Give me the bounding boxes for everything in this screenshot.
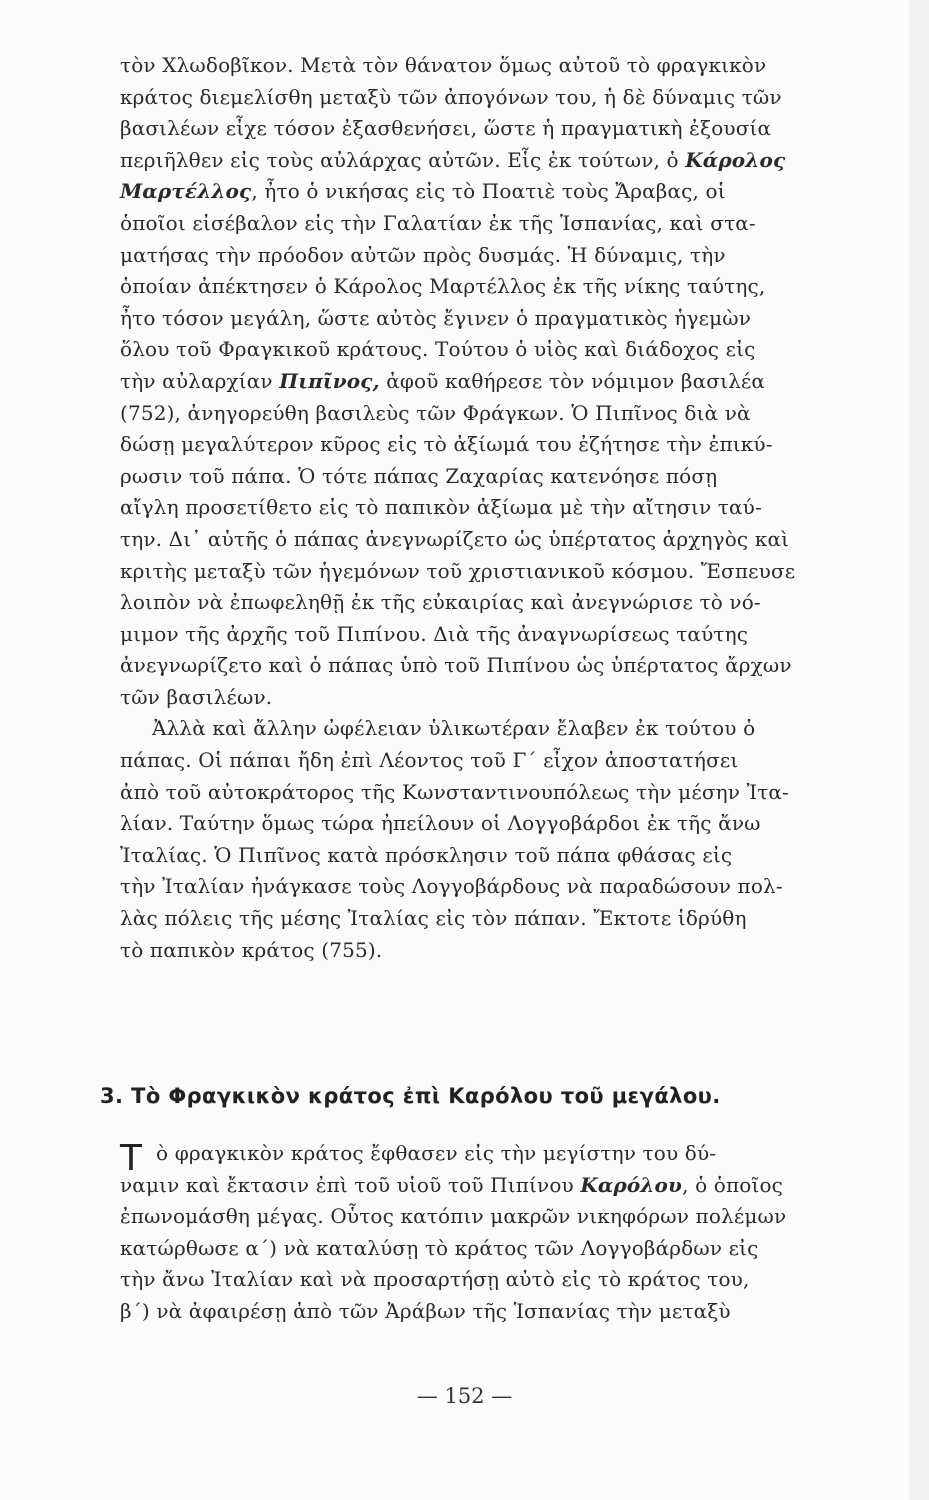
- text-line: [120, 650, 836, 682]
- text-line: [120, 903, 836, 935]
- text-run: ὁποίαν ἀπέκτησεν ὁ Κάρολος Μαρτέλλος ἐκ τῆς νίκης ταύτης,: [120, 274, 766, 299]
- text-line: [120, 1201, 836, 1233]
- text-line: [120, 777, 836, 809]
- paragraph-block-2: [120, 1138, 836, 1328]
- text-run: , ἦτο ὁ νικήσας εἰς τὸ Ποατιὲ τοὺς Ἄραβας, οἱ: [251, 179, 726, 204]
- drop-cap: Τ: [120, 1138, 142, 1179]
- page-number: — 152 —: [416, 1384, 513, 1408]
- text-line: [120, 1170, 836, 1202]
- text-run: μιμον τῆς ἀρχῆς τοῦ Πιπίνου. Διὰ τῆς ἀναγνωρίσεως ταύτης: [120, 621, 749, 646]
- emphasized-name: Μαρτέλλος: [120, 179, 252, 204]
- text-line: [120, 524, 836, 556]
- emphasized-name: Πιπῖνος,: [279, 368, 380, 393]
- text-run: ὅλου τοῦ Φραγκικοῦ κράτους. Τούτου ὁ υἱὸς καὶ διάδοχος εἰς: [120, 337, 756, 362]
- text-run: δώσῃ μεγαλύτερον κῦρος εἰς τὸ ἀξίωμά του ἐζήτησε τὴν ἐπικύ-: [120, 432, 773, 457]
- text-run: τὴν αὐλαρχίαν: [120, 368, 280, 393]
- text-line: [120, 1233, 836, 1265]
- text-run: Ἀλλὰ καὶ ἄλλην ὠφέλειαν ὑλικωτέραν ἔλαβεν ἐκ τούτου ὁ: [152, 716, 756, 741]
- text-run: ἐπωνομάσθη μέγας. Οὗτος κατόπιν μακρῶν νικηφόρων πολέμων: [120, 1204, 787, 1229]
- text-run: (752), ἀνηγορεύθη βασιλεὺς τῶν Φράγκων. Ὁ Πιπῖνος διὰ νὰ: [120, 400, 751, 425]
- section-heading: 3. Τὸ Φραγκικὸν κράτος ἐπὶ Καρόλου τοῦ μεγάλου.: [100, 1084, 721, 1108]
- text-run: ρωσιν τοῦ πάπα. Ὁ τότε πάπας Ζαχαρίας κατενόησε πόσῃ: [120, 463, 718, 488]
- text-run: ματήσας τὴν πρόοδον αὐτῶν πρὸς δυσμάς. Ἡ δύναμις, τὴν: [120, 242, 726, 267]
- paragraph-3: [120, 1138, 836, 1328]
- paragraph-2: [120, 713, 836, 966]
- text-run: ὁποῖοι εἰσέβαλον εἰς τὴν Γαλατίαν ἐκ τῆς Ἱσπανίας, καὶ στα-: [120, 210, 756, 235]
- text-line: [120, 808, 836, 840]
- text-line: [120, 1264, 836, 1296]
- text-run: ναμιν καὶ ἔκτασιν ἐπὶ τοῦ υἱοῦ τοῦ Πιπίνου: [120, 1172, 581, 1197]
- text-run: πάπας. Οἱ πάπαι ἤδη ἐπὶ Λέοντος τοῦ Γ΄ εἶχον ἀποστατήσει: [120, 748, 739, 773]
- text-line: [120, 1138, 836, 1170]
- text-line: [120, 271, 836, 303]
- text-run: ὸ φραγκικὸν κράτος ἔφθασεν εἰς τὴν μεγίστην του δύ-: [156, 1141, 717, 1165]
- paragraph-block-1: [120, 50, 836, 966]
- paragraph-1: [120, 50, 836, 713]
- emphasized-name: Κάρολος: [685, 147, 786, 172]
- text-run: ἦτο τόσον μεγάλη, ὥστε αὐτὸς ἔγινεν ὁ πραγματικὸς ἡγεμὼν: [120, 305, 752, 330]
- text-run: , ὁ ὁποῖος: [682, 1172, 784, 1197]
- text-run: ἀπὸ τοῦ αὐτοκράτορος τῆς Κωνσταντινουπόλεως τὴν μέσην Ἰτα-: [120, 779, 789, 804]
- text-run: κριτὴς μεταξὺ τῶν ἡγεμόνων τοῦ χριστιανικοῦ κόσμου. Ἔσπευσε: [120, 558, 796, 583]
- page-edge: [909, 0, 929, 1500]
- text-run: Ἰταλίας. Ὁ Πιπῖνος κατὰ πρόσκλησιν τοῦ πάπα φθάσας εἰς: [120, 842, 733, 867]
- text-line: [120, 113, 836, 145]
- text-line: [120, 176, 836, 208]
- text-line: [120, 492, 836, 524]
- text-run: τῶν βασιλέων.: [120, 684, 273, 709]
- emphasized-name: Καρόλου: [580, 1172, 683, 1197]
- text-line: [120, 50, 836, 82]
- text-run: λὰς πόλεις τῆς μέσης Ἰταλίας εἰς τὸν πάπαν. Ἔκτοτε ἱδρύθη: [120, 906, 747, 931]
- text-line: [120, 366, 836, 398]
- text-line: [120, 556, 836, 588]
- text-run: τὸ παπικὸν κράτος (755).: [120, 937, 383, 962]
- text-line: [120, 82, 836, 114]
- text-line: [120, 619, 836, 651]
- text-line: [120, 1296, 836, 1328]
- text-run: κράτος διεμελίσθη μεταξὺ τῶν ἀπογόνων του, ἡ δὲ δύναμις τῶν: [120, 84, 782, 109]
- text-line: [120, 334, 836, 366]
- text-run: περιῆλθεν εἰς τοὺς αὐλάρχας αὐτῶν. Εἷς ἐκ τούτων, ὁ: [120, 147, 686, 172]
- text-run: αἴγλη προσετίθετο εἰς τὸ παπικὸν ἀξίωμα μὲ τὴν αἴτησιν ταύ-: [120, 495, 762, 520]
- text-line: [120, 240, 836, 272]
- text-line: [120, 745, 836, 777]
- text-run: βασιλέων εἶχε τόσον ἐξασθενήσει, ὥστε ἡ πραγματικὴ ἐξουσία: [120, 116, 772, 141]
- text-line: [120, 429, 836, 461]
- text-run: τὴν Ἰταλίαν ἠνάγκασε τοὺς Λογγοβάρδους νὰ παραδώσουν πολ-: [120, 874, 783, 899]
- text-run: λοιπὸν νὰ ἐπωφεληθῇ ἐκ τῆς εὐκαιρίας καὶ ἀνεγνώρισε τὸ νό-: [120, 590, 761, 615]
- text-run: τὴν ἄνω Ἰταλίαν καὶ νὰ προσαρτήσῃ αὐτὸ εἰς τὸ κράτος του,: [120, 1267, 750, 1292]
- text-run: λίαν. Ταύτην ὅμως τώρα ἠπείλουν οἱ Λογγοβάρδοι ἐκ τῆς ἄνω: [120, 811, 761, 836]
- text-line: [120, 303, 836, 335]
- text-run: τὸν Χλωδοβῖκον. Μετὰ τὸν θάνατον ὅμως αὐτοῦ τὸ φραγκικὸν: [120, 53, 767, 77]
- text-line: [120, 208, 836, 240]
- text-run: β΄) νὰ ἀφαιρέσῃ ἀπὸ τῶν Ἀράβων τῆς Ἱσπανίας τὴν μεταξὺ: [120, 1298, 731, 1323]
- text-run: κατώρθωσε α΄) νὰ καταλύσῃ τὸ κράτος τῶν Λογγοβάρδων εἰς: [120, 1235, 759, 1260]
- text-run: την. Δι᾽ αὐτῆς ὁ πάπας ἀνεγνωρίζετο ὡς ὑπέρτατος ἀρχηγὸς καὶ: [120, 526, 790, 551]
- text-run: ἀφοῦ καθήρεσε τὸν νόμιμον βασιλέα: [379, 368, 766, 393]
- text-line: [120, 935, 836, 967]
- text-line: [120, 461, 836, 493]
- text-line: [120, 145, 836, 177]
- text-line: [120, 713, 836, 745]
- text-line: [120, 587, 836, 619]
- text-line: [120, 840, 836, 872]
- text-line: [120, 871, 836, 903]
- text-line: [120, 398, 836, 430]
- text-line: [120, 682, 836, 714]
- text-run: ἀνεγνωρίζετο καὶ ὁ πάπας ὑπὸ τοῦ Πιπίνου ὡς ὑπέρτατος ἄρχων: [120, 653, 792, 678]
